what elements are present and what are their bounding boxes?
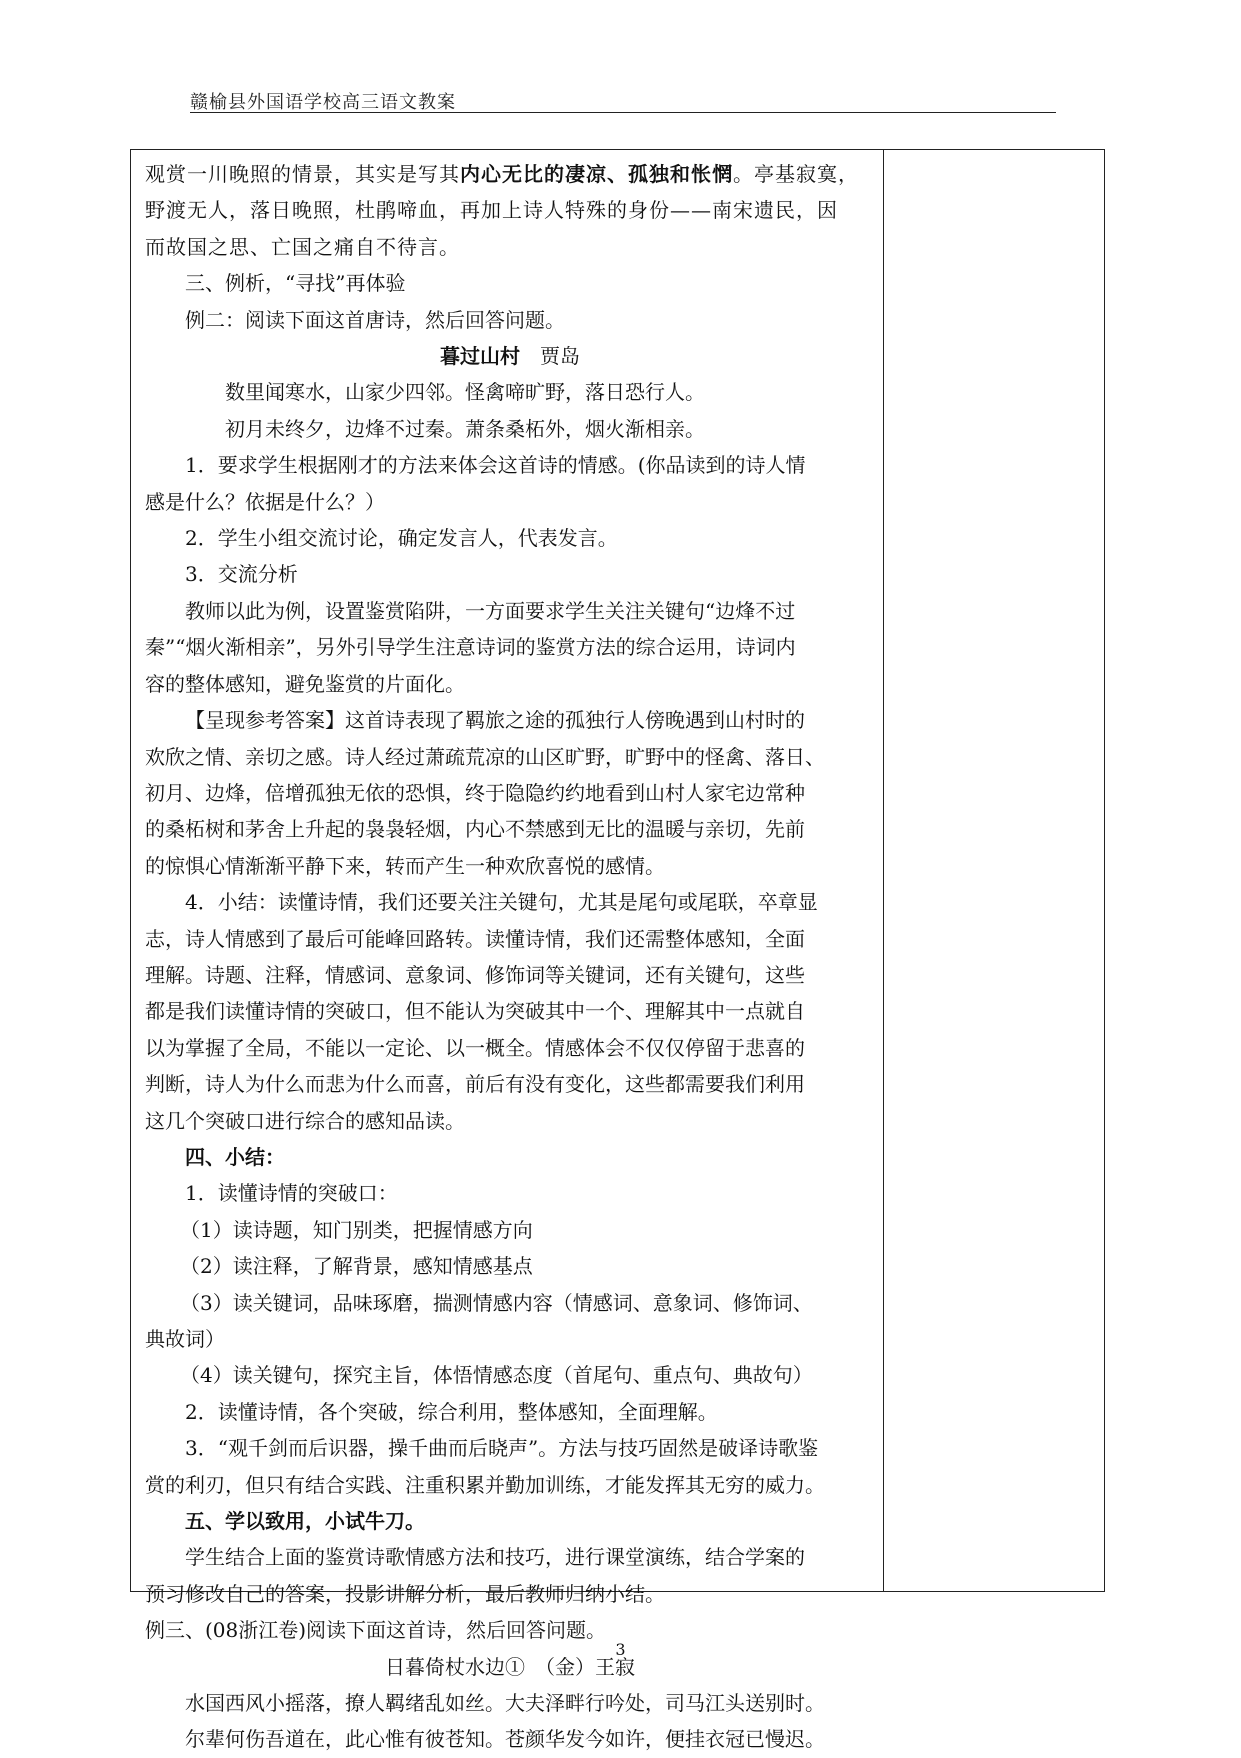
text-segment: 的惊惧心情渐渐平静下来，转而产生一种欢欣喜悦的感情。 [145, 853, 665, 878]
text-line [145, 739, 875, 775]
text-line [145, 192, 875, 228]
text-line [145, 775, 875, 811]
text-line [145, 629, 875, 665]
text-line [145, 593, 875, 629]
text-line [145, 1066, 875, 1102]
text-line [145, 1394, 875, 1430]
text-line [145, 520, 875, 556]
header-rule [190, 112, 1056, 113]
bold-text: 内心无比的凄凉、孤独和怅惘 [460, 162, 733, 186]
text-segment: 水国西风小摇落，撩人羁绪乱如丝。大夫泽畔行吟处，司马江头送别时。 [185, 1691, 825, 1716]
lesson-table [130, 149, 1105, 1752]
text-line [145, 484, 875, 520]
text-line [145, 374, 875, 410]
text-segment: 判断，诗人为什么而悲为什么而喜，前后有没有变化，这些都需要我们利用 [145, 1072, 805, 1097]
text-segment: （4）读关键句，探究主旨，体悟情感态度（首尾句、重点句、典故句） [180, 1363, 813, 1388]
text-line [145, 1576, 875, 1612]
text-segment: 观赏一川晚照的情景，其实是写其 [145, 162, 460, 186]
lesson-content [145, 156, 875, 1758]
text-line [145, 1030, 875, 1066]
text-segment: 初月未终夕，边烽不过秦。萧条桑柘外，烟火渐相亲。 [225, 416, 705, 441]
text-line [145, 302, 875, 338]
text-line [145, 702, 875, 738]
document-header: 赣榆县外国语学校高三语文教案 [190, 92, 456, 113]
text-line [145, 957, 875, 993]
text-segment: 例二：阅读下面这首唐诗，然后回答问题。 [185, 307, 565, 332]
bold-text: 暮过山村 [440, 344, 520, 369]
text-line [145, 884, 875, 920]
text-line [145, 338, 875, 374]
text-line [145, 993, 875, 1029]
text-line [145, 1539, 875, 1575]
text-line [145, 1103, 875, 1139]
text-segment: 贾岛 [520, 344, 580, 369]
text-segment: （2）读注释，了解背景，感知情感基点 [180, 1254, 533, 1279]
text-line [145, 1721, 875, 1757]
text-segment: 3．交流分析 [185, 562, 298, 587]
bold-text: 四、小结： [185, 1144, 285, 1169]
text-line [145, 1248, 875, 1284]
text-segment: 野渡无人，落日晚照，杜鹃啼血，再加上诗人特殊的身份——南宋遗民，因 [145, 198, 838, 223]
text-line [145, 1685, 875, 1721]
text-segment: 典故词） [145, 1327, 225, 1351]
text-line [145, 1430, 875, 1466]
text-segment: 2．学生小组交流讨论，确定发言人，代表发言。 [185, 526, 618, 551]
text-segment: 理解。诗题、注释，情感词、意象词、修饰词等关键词，还有关键句，这些 [145, 962, 805, 987]
text-line [145, 1321, 875, 1357]
text-segment: 预习修改自己的答案，投影讲解分析，最后教师归纳小结。 [145, 1581, 665, 1606]
text-line [145, 556, 875, 592]
text-segment: 容的整体感知，避免鉴赏的片面化。 [145, 671, 465, 696]
text-segment: 赏的利刃，但只有结合实践、注重积累并勤加训练，才能发挥其无穷的威力。 [145, 1472, 825, 1497]
text-line [145, 1357, 875, 1393]
text-segment: 日暮倚杖水边① （金）王寂 [385, 1654, 635, 1679]
text-line [145, 1175, 875, 1211]
text-segment: 2．读懂诗情，各个突破，综合利用，整体感知，全面理解。 [185, 1399, 718, 1424]
text-segment: 的桑柘树和茅舍上升起的袅袅轻烟，内心不禁感到无比的温暖与亲切，先前 [145, 817, 805, 842]
text-segment: 秦”“烟火渐相亲”，另外引导学生注意诗词的鉴赏方法的综合运用，诗词内 [145, 635, 796, 660]
text-segment: 1．读懂诗情的突破口： [185, 1181, 398, 1206]
text-line [145, 811, 875, 847]
text-segment: 例三、(08浙江卷)阅读下面这首诗，然后回答问题。 [145, 1618, 607, 1643]
text-line [145, 1467, 875, 1503]
column-divider [883, 150, 884, 1591]
text-line [145, 411, 875, 447]
text-segment: 3．“观千剑而后识器，操千曲而后晓声”。方法与技巧固然是破译诗歌鉴 [185, 1436, 819, 1461]
text-segment: 。亭基寂寞， [733, 162, 859, 186]
text-segment: 教师以此为例，设置鉴赏陷阱，一方面要求学生关注关键句“边烽不过 [185, 598, 796, 623]
text-line [145, 1285, 875, 1321]
text-segment: 这几个突破口进行综合的感知品读。 [145, 1108, 465, 1133]
text-segment: 初月、边烽，倍增孤独无依的恐惧，终于隐隐约约地看到山村人家宅边常种 [145, 780, 805, 805]
text-segment: 欢欣之情、亲切之感。诗人经过萧疏荒凉的山区旷野，旷野中的怪禽、落日、 [145, 744, 825, 769]
text-segment: 学生结合上面的鉴赏诗歌情感方法和技巧，进行课堂演练，结合学案的 [185, 1545, 805, 1570]
text-segment: （3）读关键词，品味琢磨，揣测情感内容（情感词、意象词、修饰词、 [180, 1290, 813, 1315]
text-segment: 志，诗人情感到了最后可能峰回路转。读懂诗情，我们还需整体感知，全面 [145, 926, 805, 951]
text-segment: 都是我们读懂诗情的突破口，但不能认为突破其中一个、理解其中一点就自 [145, 999, 805, 1024]
text-segment: 三、例析，“寻找”再体验 [185, 271, 406, 296]
text-line [145, 666, 875, 702]
page-number: 3 [615, 1640, 626, 1659]
text-line [145, 447, 875, 483]
text-segment: 而故国之思、亡国之痛自不待言。 [145, 234, 460, 259]
text-segment: 数里闻寒水，山家少四邻。怪禽啼旷野，落日恐行人。 [225, 380, 705, 405]
text-segment: 1．要求学生根据刚才的方法来体会这首诗的情感。(你品读到的诗人情 [185, 453, 806, 478]
text-segment: 尔辈何伤吾道在，此心惟有彼苍知。苍颜华发今如许，便挂衣冠已慢迟。 [185, 1727, 825, 1752]
text-segment: 【呈现参考答案】这首诗表现了羁旅之途的孤独行人傍晚遇到山村时的 [185, 708, 805, 733]
text-line [145, 848, 875, 884]
text-line [145, 265, 875, 301]
text-segment: 以为掌握了全局，不能以一定论、以一概全。情感体会不仅仅停留于悲喜的 [145, 1035, 805, 1060]
text-line [145, 1139, 875, 1175]
text-segment: 感是什么？依据是什么？） [145, 489, 385, 514]
bold-text: 五、学以致用，小试牛刀。 [185, 1509, 425, 1534]
text-segment: （1）读诗题，知门别类，把握情感方向 [180, 1217, 533, 1242]
text-line [145, 1212, 875, 1248]
text-line [145, 229, 875, 265]
text-segment: 4．小结：读懂诗情，我们还要关注关键句，尤其是尾句或尾联，卒章显 [185, 890, 818, 915]
text-line [145, 156, 875, 192]
text-line [145, 1503, 875, 1539]
text-line [145, 921, 875, 957]
